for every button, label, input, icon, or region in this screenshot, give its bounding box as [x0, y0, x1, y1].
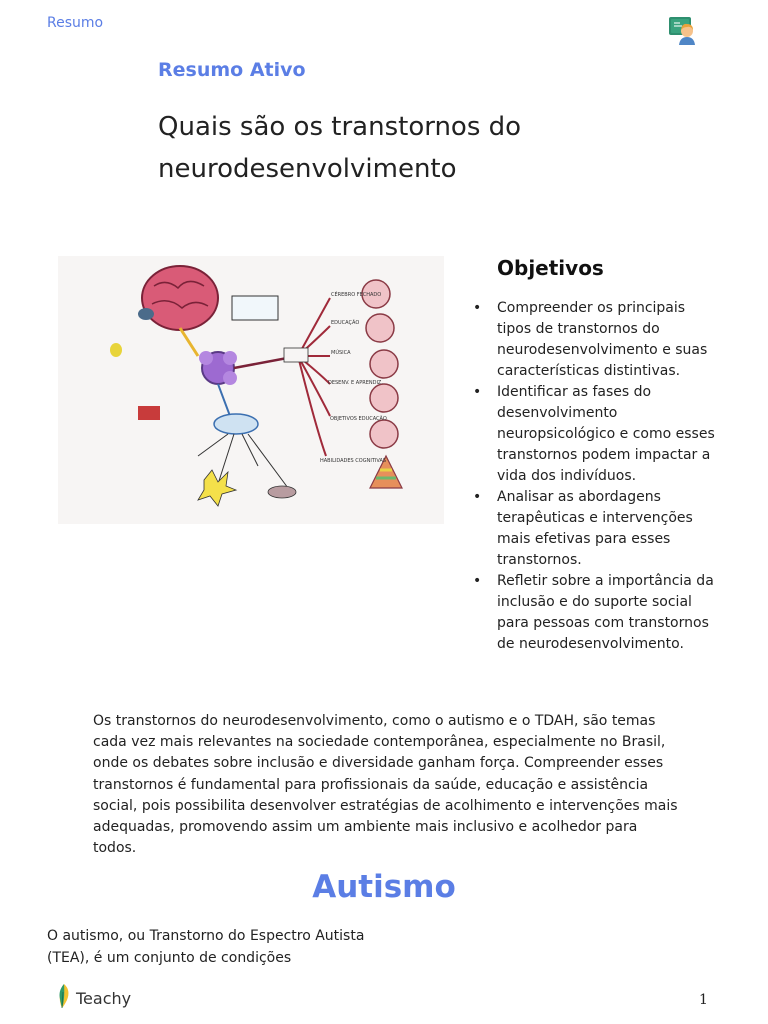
page-number: 1: [699, 992, 708, 1008]
objective-text: Analisar as abordagens terapêuticas e intervenções mais efetivas para esses transtornos.: [497, 489, 693, 568]
objective-text: Identificar as fases do desenvolvimento neuropsicológico e como esses transtornos podem impactar a vida dos indivíduos.: [497, 384, 715, 484]
teacher-avatar-icon: [668, 15, 698, 45]
objective-item: [470, 298, 715, 382]
section-heading-autismo: Autismo: [312, 869, 456, 905]
intro-paragraph: Os transtornos do neurodesenvolvimento, como o autismo e o TDAH, são temas cada vez mais relevantes na sociedade contemporânea, especialmente no Brasil, onde os debates sobre inclusão e diversidade ganham força. Compreender esses transtornos é fundamental para profissionais da saúde, educação e assistência social, pois possibilita desenvolver estratégias de acolhimento e intervenções mais adequadas, promovendo assim um ambiente mais inclusivo e acolhedor para todos.: [93, 713, 678, 857]
teachy-leaf-logo-icon: [56, 982, 72, 1014]
mindmap-label: DESENV. E APRENDIZ.: [328, 380, 383, 386]
page-title: Quais são os transtornos do neurodesenvolvimento: [158, 112, 522, 184]
bullet-icon: •: [473, 300, 482, 316]
mindmap-label: MÚSICA: [331, 350, 351, 356]
teachy-logo: [56, 984, 131, 1012]
bullet-icon: •: [473, 384, 482, 400]
header-resumo-label: Resumo: [47, 15, 104, 31]
mindmap-label: CÉREBRO FECHADO: [331, 292, 382, 298]
objective-item: [470, 487, 715, 571]
objectives-heading: Objetivos: [497, 256, 604, 280]
bullet-icon: •: [473, 573, 482, 589]
mindmap-label: OBJETIVOS EDUCAÇÃO: [330, 416, 387, 422]
kicker-resumo-ativo: Resumo Ativo: [158, 59, 306, 81]
objective-text: Refletir sobre a importância da inclusão e do suporte social para pessoas com transtornos de neurodesenvolvimento.: [497, 573, 714, 652]
objective-item: [470, 571, 715, 655]
mindmap-label: EDUCAÇÃO: [331, 320, 360, 326]
mind-map-image: [58, 256, 444, 524]
bullet-icon: •: [473, 489, 482, 505]
objectives-list: [470, 298, 715, 655]
objective-text: Compreender os principais tipos de transtornos do neurodesenvolvimento e suas características distintivas.: [497, 300, 708, 379]
teachy-brand-text: Teachy: [76, 988, 132, 1008]
objective-item: [470, 382, 715, 487]
section-paragraph: O autismo, ou Transtorno do Espectro Autista (TEA), é um conjunto de condições: [47, 928, 365, 966]
mindmap-label: HABILIDADES COGNITIVAS: [320, 458, 387, 464]
